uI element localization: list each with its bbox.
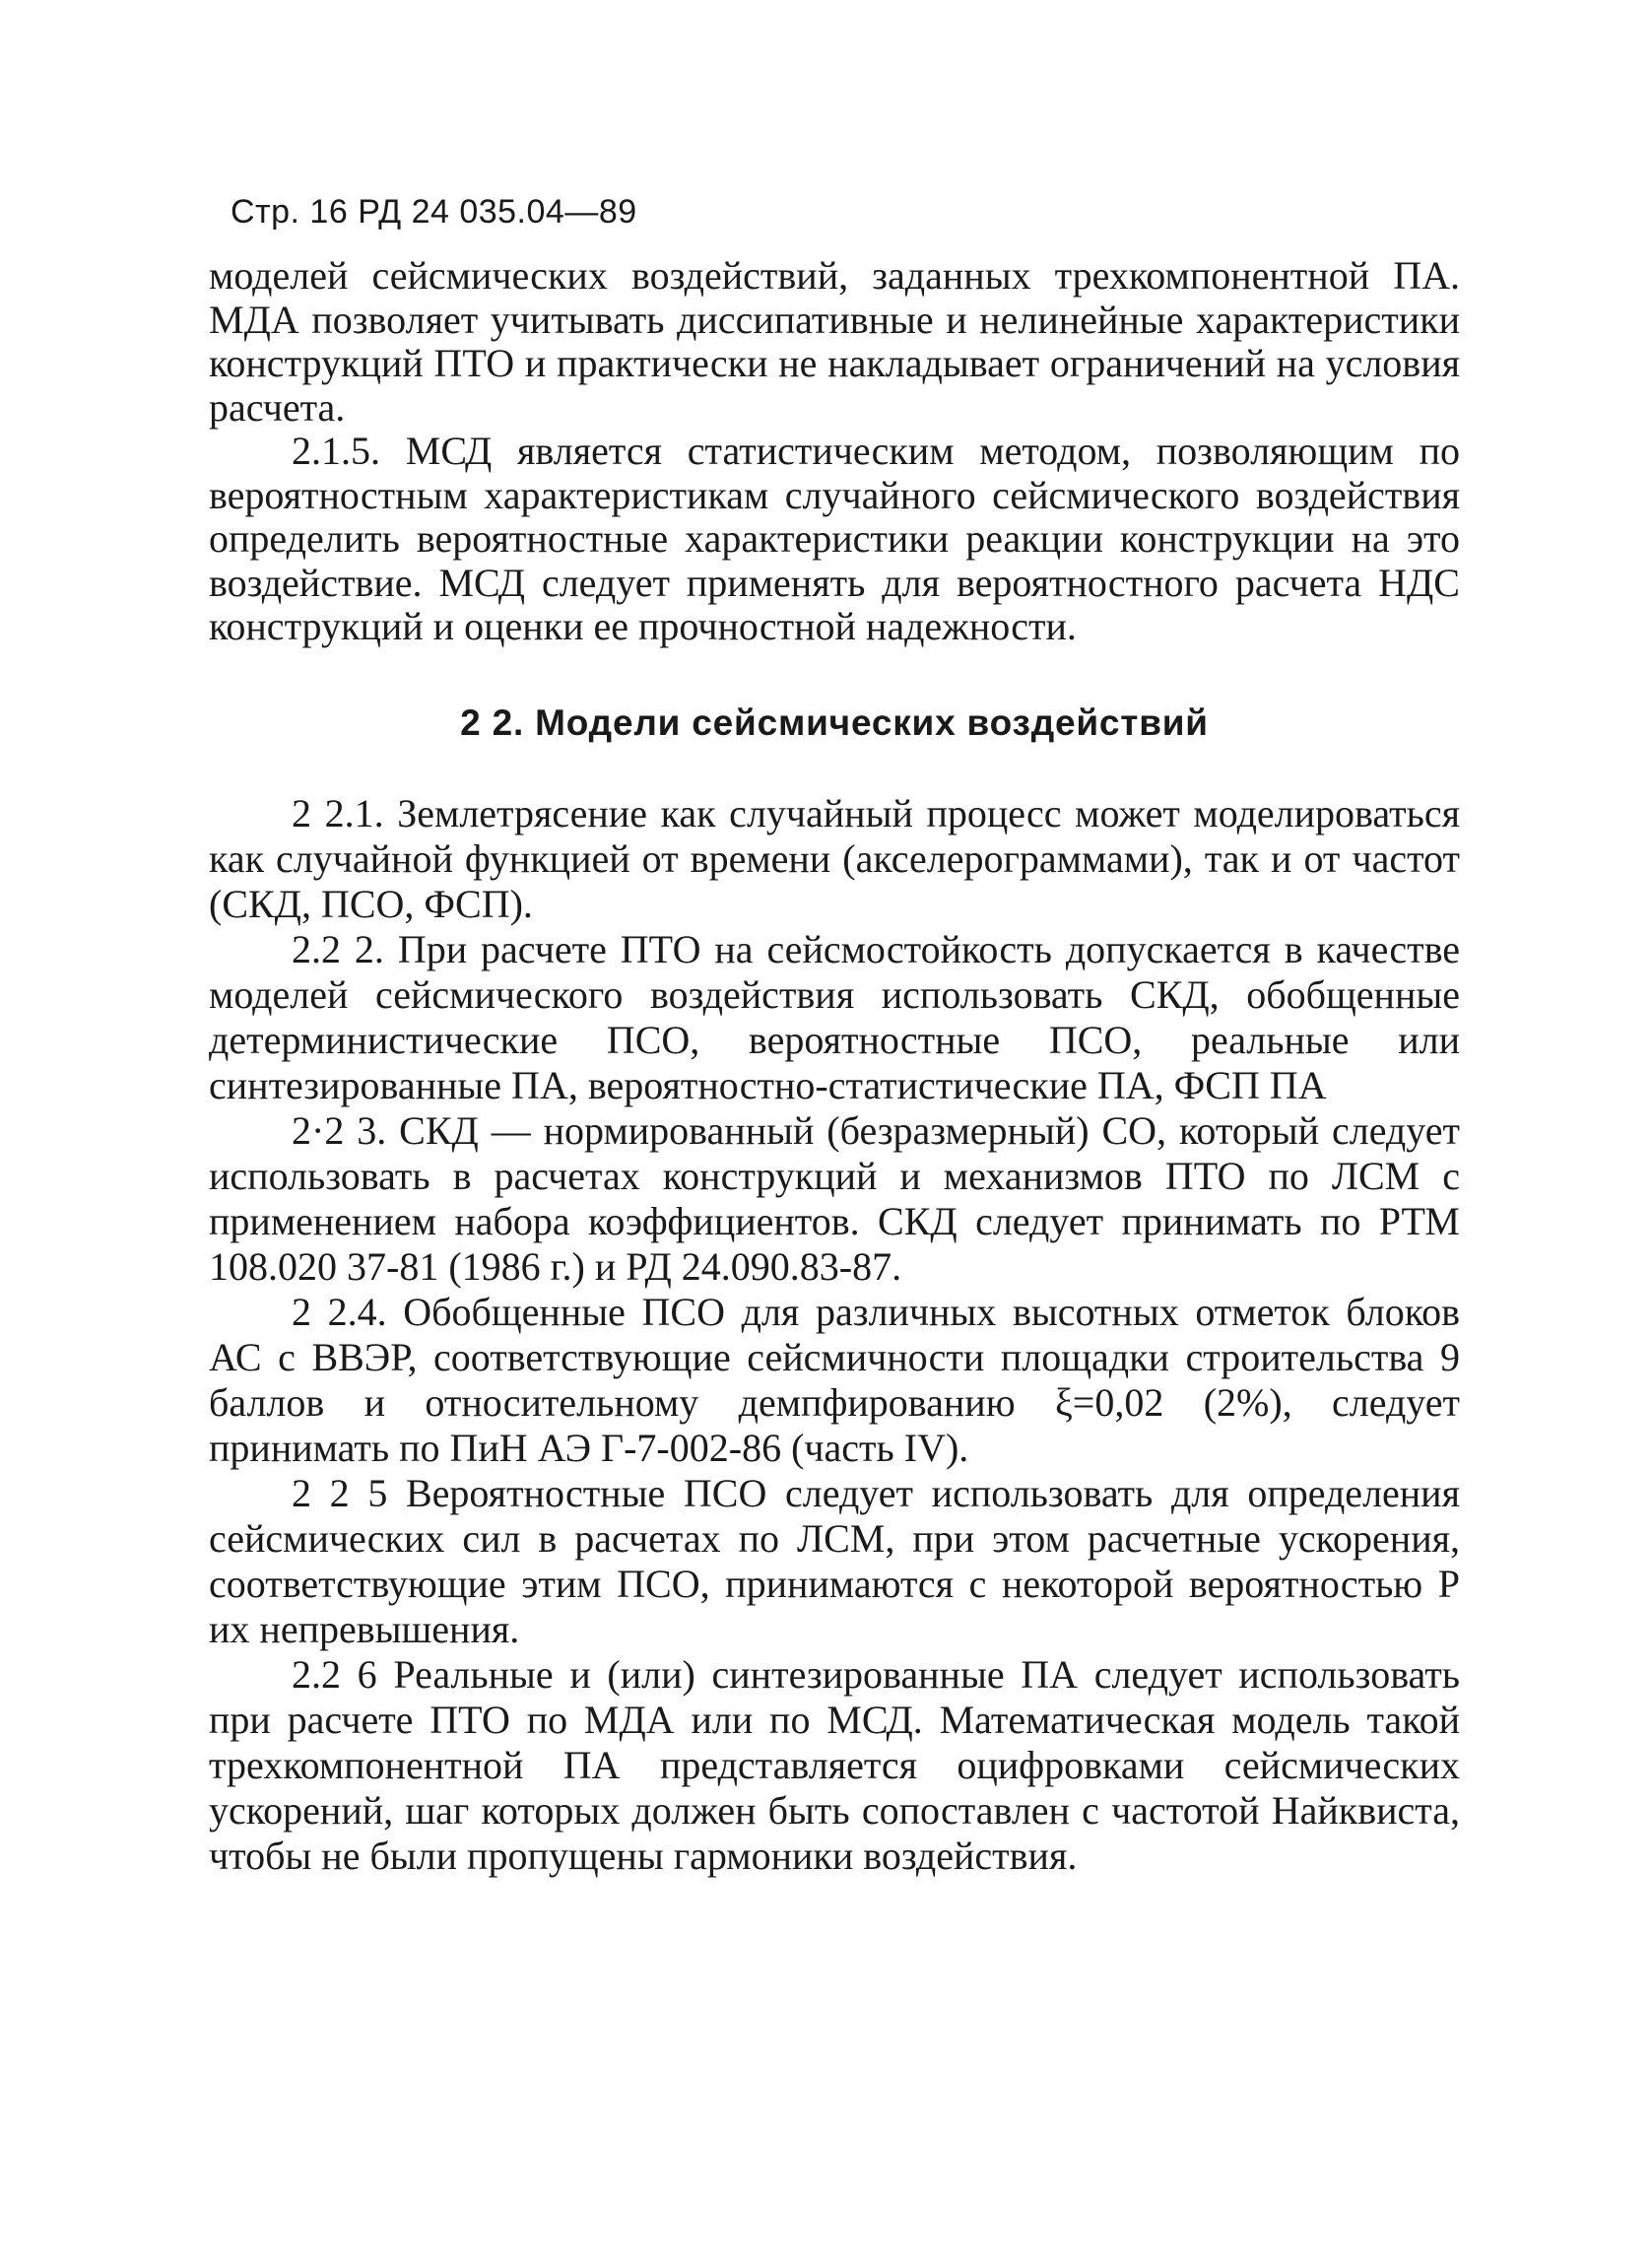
page-header: Стр. 16 РД 24 035.04—89 — [231, 193, 637, 231]
paragraph-2-2-2: 2.2 2. При расчете ПТО на сейсмостойкость допускается в качестве моделей сейсмического воздействия использовать СКД, обобщенные детерминистические ПСО, вероятностные ПСО, реальные или синтезированные ПА, вероятностно-статистические ПА, ФСП ПА — [209, 926, 1460, 1107]
paragraph-2-2-6: 2.2 6 Реальные и (или) синтезированные ПА следует использовать при расчете ПТО по МДА или по МСД. Математическая модель такой трехкомпонентной ПА представляется оцифровками сейсмических ускорений, шаг которых должен быть сопоставлен с частотой Найквиста, чтобы не были пропущены гармоники воздействия. — [209, 1651, 1460, 1878]
paragraph-2-2-5: 2 2 5 Вероятностные ПСО следует использовать для определения сейсмических сил в расчетах по ЛСМ, при этом расчетные ускорения, соответствующие этим ПСО, принимаются с некоторой вероятностью Р их непревышения. — [209, 1470, 1460, 1651]
document-page — [209, 187, 1460, 1879]
paragraph-2-2-4: 2 2.4. Обобщенные ПСО для различных высотных отметок блоков АС с ВВЭР, соответствующие сейсмичности площадки строительства 9 баллов и относительному демпфированию ξ=0,02 (2%), следует принимать по ПиН АЭ Г-7-002-86 (часть IV). — [209, 1289, 1460, 1470]
paragraph-2-1-5: 2.1.5. МСД является статистическим методом, позволяющим по вероятностным характеристикам случайного сейсмического воздействия определить вероятностные характеристики реакции конструкции на это воздействие. МСД следует применять для вероятностного расчета НДС конструкций и оценки ее прочностной надежности. — [209, 429, 1460, 648]
paragraph-continuation: моделей сейсмических воздействий, заданных трехкомпонентной ПА. МДА позволяет учитывать диссипативные и нелинейные характеристики конструкций ПТО и практически не накладывает ограничений на условия расчета. — [209, 253, 1460, 430]
paragraph-2-2-3: 2·2 3. СКД — нормированный (безразмерный) СО, который следует использовать в расчетах конструкций и механизмов ПТО по ЛСМ с применением набора коэффициентов. СКД следует принимать по РТМ 108.020 37-81 (1986 г.) и РД 24.090.83-87. — [209, 1107, 1460, 1289]
paragraph-2-2-1: 2 2.1. Землетрясение как случайный процесс может моделироваться как случайной функцией от времени (акселерограммами), так и от частот (СКД, ПСО, ФСП). — [209, 790, 1460, 926]
section-heading: 2 2. Модели сейсмических воздействий — [460, 701, 1209, 743]
